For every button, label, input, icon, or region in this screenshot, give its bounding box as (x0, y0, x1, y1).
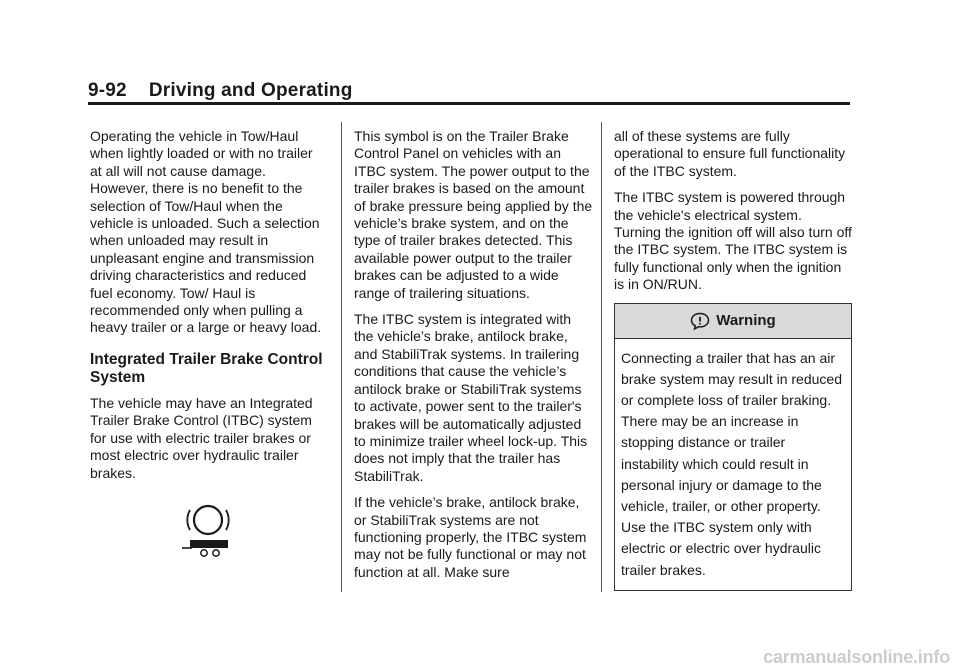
paragraph: Operating the vehicle in Tow/Haul when lightly loaded or with no trailer at all will not cause damage. However, there is no benefit to the selection of Tow/Haul when the vehicle is unloaded. Such a selection when unloaded may result in unpleasant engine and transmission driving characteristics and reduced fuel economy. Tow/ Haul is recommended only when pulling a heavy trailer or a large or heavy load. (90, 128, 322, 336)
paragraph: If the vehicle’s brake, antilock brake, or StabiliTrak systems are not functioning properly, the ITBC system may not be fully functional or may not function at all. Make sure (354, 494, 587, 580)
section-heading: Integrated Trailer Brake Control System (90, 350, 323, 386)
column-divider (601, 122, 602, 592)
paragraph: The ITBC system is powered through the vehicle's electrical system. Turning the ignition off will also turn off the ITBC system. The ITBC system is fully functional only when the ignition is in ON/RUN. (614, 189, 852, 293)
paragraph: all of these systems are fully operational to ensure full functionality of the ITBC system. (614, 128, 846, 179)
column-2 (354, 128, 594, 590)
trailer-brake-icon (180, 498, 236, 560)
paragraph: This symbol is on the Trailer Brake Control Panel on vehicles with an ITBC system. The power output to the trailer brakes is based on the amount of brake pressure being applied by the vehicle’s brake system, and on the type of trailer brakes detected. This available power output to the trailer brakes can be adjusted to a wide range of trailering situations. (354, 128, 593, 301)
warning-title: Warning (716, 311, 776, 329)
paragraph: The ITBC system is integrated with the vehicle’s brake, antilock brake, and StabiliTrak systems. In trailering conditions that cause the vehicle’s antilock brake or StabiliTrak systems to activate, power sent to the trailer's brakes will be automatically adjusted to minimize trailer wheel lock-up. This does not imply that the trailer has StabiliTrak. (354, 311, 588, 484)
header-rule (88, 102, 850, 105)
column-1 (90, 128, 328, 491)
warning-text: Connecting a trailer that has an air brake system may result in reduced or complete loss of trailer braking. There may be an increase in stopping distance or trailer instability which could result in personal injury or damage to the vehicle, trailer, or other property. Use the ITBC system only with electric or electric over hydraulic trailer brakes. (621, 349, 842, 578)
section-title: Driving and Operating (148, 80, 353, 101)
warning-header (615, 304, 851, 339)
paragraph: The vehicle may have an Integrated Trailer Brake Control (ITBC) system for use with electric trailer brakes or most electric over hydraulic trailer brakes. (90, 394, 313, 481)
warning-speech-bubble-icon (690, 312, 710, 330)
page-number: 9-92 (88, 80, 127, 101)
watermark: carmanualsonline.info (763, 647, 950, 667)
warning-box (614, 303, 852, 591)
column-3 (614, 128, 852, 591)
page-header (88, 80, 353, 102)
column-divider (341, 122, 342, 592)
